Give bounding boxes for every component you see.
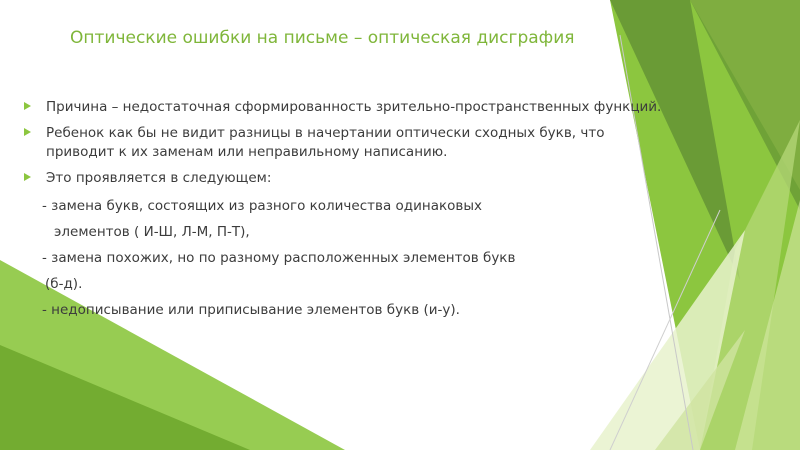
bullet-text: Причина – недостаточная сформированность зрительно-пространственных функций. (46, 99, 662, 115)
bullet-arrow-icon (24, 173, 31, 181)
list-line: - недописывание или приписывание элементов букв (и-у). (42, 302, 460, 318)
bullet-text: Это проявляется в следующем: (46, 170, 272, 186)
list-line: (б-д). (45, 276, 83, 292)
bullet-item (22, 124, 662, 162)
list-line: элементов ( И-Ш, Л-М, П-Т), (54, 224, 250, 240)
slide-body (22, 98, 662, 320)
bullet-item (22, 169, 662, 188)
list-line: - замена букв, состоящих из разного количества одинаковых (42, 198, 483, 214)
bullet-item (22, 98, 662, 117)
bullet-arrow-icon (24, 128, 31, 136)
bullet-text: Ребенок как бы не видит разницы в начертании оптически сходных букв, что приводит к их заменам или неправильному написанию. (46, 125, 605, 160)
list-line: - замена похожих, но по разному расположенных элементов букв (42, 250, 516, 266)
bullet-arrow-icon (24, 102, 31, 110)
slide-title: Оптические ошибки на письме – оптическая дисграфия (70, 28, 575, 48)
